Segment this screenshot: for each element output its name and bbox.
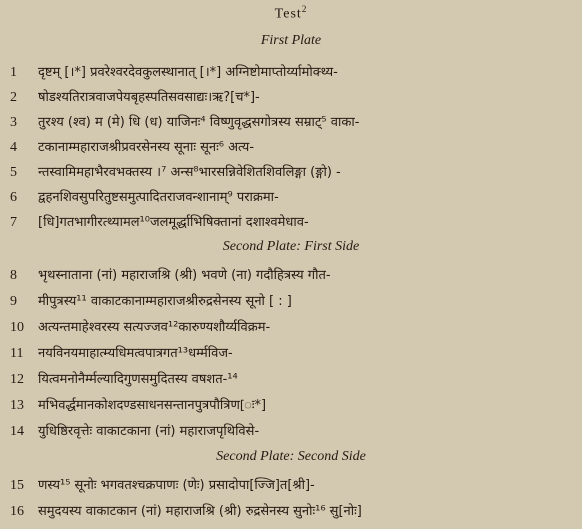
line-number: 4 <box>10 140 17 155</box>
line-text: [धि]गतभागीरत्थ्यामल¹⁰जलमूर्द्धाभिषिक्तानां दशाश्वमेधाव- <box>38 215 309 230</box>
line-number: 7 <box>10 215 17 230</box>
line-text: न्तस्वामिमहाभैरवभक्तस्य ।⁷ अन्स⁸भारसन्निवेशितशिवलिङ्गा (ङ्गो) - <box>38 165 341 180</box>
heading-second-plate-second-side: Second Plate: Second Side <box>216 449 366 464</box>
line-number: 12 <box>10 372 24 387</box>
heading-second-plate-first-side: Second Plate: First Side <box>222 239 360 254</box>
line-text: तुरश्य (श्व) म (मे) धि (ध) याजिनः⁴ विष्णुवृद्धसगोत्रस्य सम्राट्⁵ वाका- <box>38 115 360 130</box>
line-text: मभिवर्द्धमानकोशदण्डसाधनसन्तानपुत्रपौत्रिण[ः*] <box>38 398 267 413</box>
title-footnote-marker: 2 <box>301 4 308 14</box>
line-number: 11 <box>10 346 24 361</box>
document-title <box>0 4 582 23</box>
line-number: 6 <box>10 190 17 205</box>
line-number: 2 <box>10 90 17 105</box>
line-text: युधिष्ठिरवृत्तेः वाकाटकाना (नां) महाराजपृथिविसे- <box>38 424 260 439</box>
line-number: 15 <box>10 478 24 493</box>
line-text: णस्य¹⁵ सूनोः भगवतश्चक्रपाणः (णेः) प्रसादोपा[ज्जि]त[श्री]- <box>38 478 315 493</box>
line-number: 1 <box>10 65 17 80</box>
line-number: 3 <box>10 115 17 130</box>
heading-first-plate: First Plate <box>260 33 322 48</box>
line-text: भृथस्नाताना (नां) महाराजश्रि (श्री) भवणे (ना) गदौहित्रस्य गौत- <box>38 268 331 283</box>
line-number: 16 <box>10 504 24 519</box>
line-number: 8 <box>10 268 17 283</box>
line-number: 9 <box>10 294 17 309</box>
line-text: समुदयस्य वाकाटकान (नां) महाराजश्रि (श्री) रुद्रसेनस्य सुनोः¹⁶ सु[नोः] <box>38 504 362 519</box>
line-text: मीपुत्रस्य¹¹ वाकाटकानाम्महाराजश्रीरुद्रसेनस्य सूनो [ : ] <box>38 294 292 309</box>
line-number: 5 <box>10 165 17 180</box>
line-text: यित्वमनोनैर्म्मल्यादिगुणसमुदितस्य वषशत-¹⁴ <box>38 372 238 387</box>
line-text: षोडश्यतिरात्रवाजपेयबृहस्पतिसवसाद्यः।ऋ?[च*]- <box>38 90 260 105</box>
title-text: Test <box>274 6 302 22</box>
line-text: द्वहनशिवसुपरितुष्टसमुत्पादितराजवन्शानाम्⁹ पराक्रमा- <box>38 190 279 205</box>
line-text: नयविनयमाहात्म्यधिमत्वपात्रगत¹³धर्म्मविज- <box>38 346 233 361</box>
line-number: 13 <box>10 398 24 413</box>
line-number: 10 <box>10 320 24 335</box>
line-text: टकानाम्महाराजश्रीप्रवरसेनस्य सूनाः सूनः⁶ अत्य- <box>38 140 255 155</box>
line-number: 14 <box>10 424 24 439</box>
line-text: दृष्टम् [।*] प्रवरेश्वरदेवकुलस्थानात् [।*] अग्निष्टोमाप्तोर्य्यामोक्थ्य- <box>38 65 338 80</box>
line-text: अत्यन्तमाहेश्वरस्य सत्यज्जव¹²कारुण्यशौर्य्यविक्रम- <box>38 320 271 335</box>
